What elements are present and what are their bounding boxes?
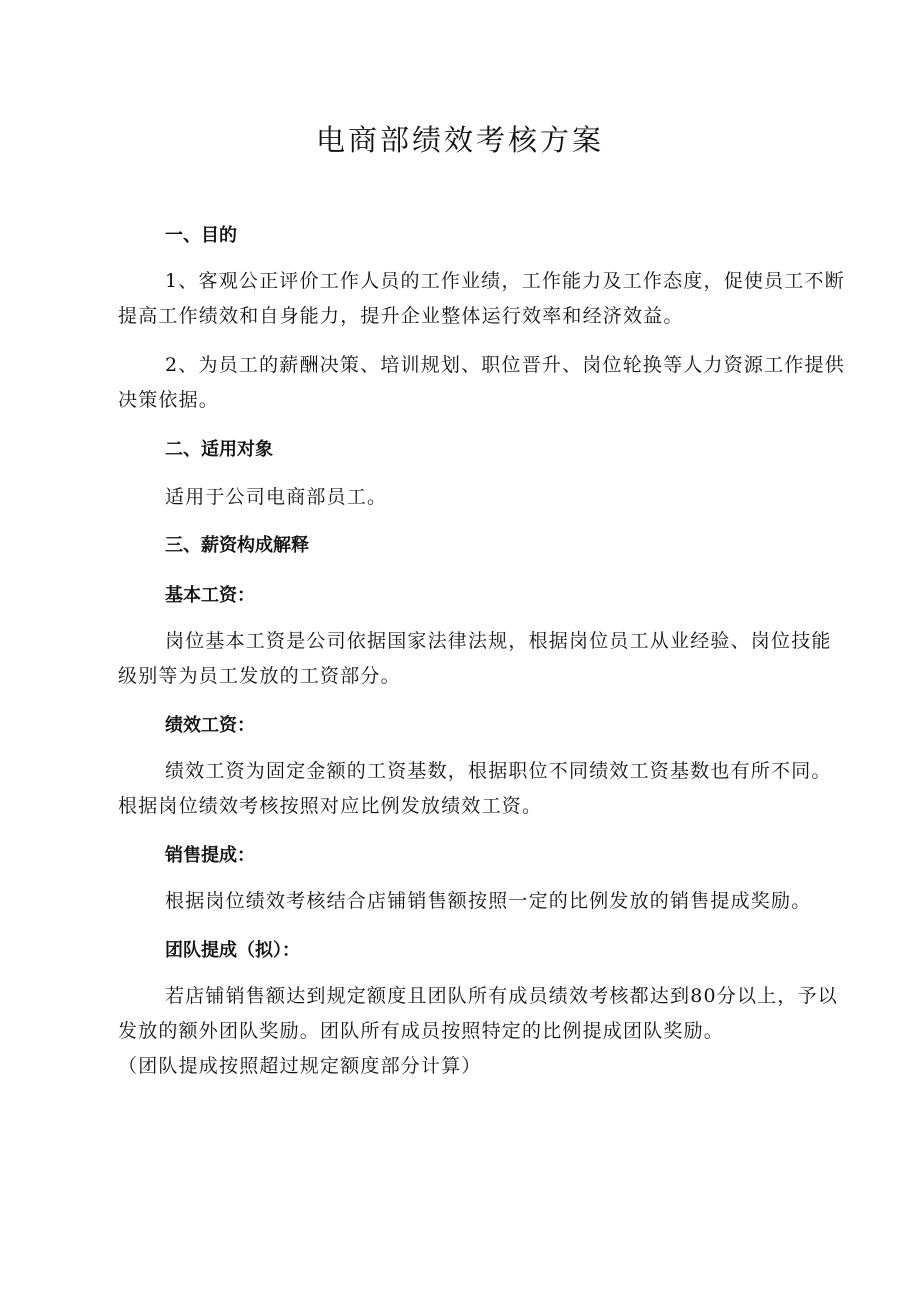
section-heading-scope: 二、适用对象 xyxy=(165,439,273,460)
team-commission-paragraph: 若店铺销售额达到规定额度且团队所有成员绩效考核都达到80分以上，予以发放的额外团队奖励。团队所有成员按照特定的比例提成团队奖励。 xyxy=(118,985,838,1042)
subheading-performance-salary: 绩效工资： xyxy=(165,715,255,736)
scope-paragraph: 适用于公司电商部员工。 xyxy=(165,486,388,508)
subheading-sales-commission: 销售提成： xyxy=(165,845,255,866)
subheading-basic-salary: 基本工资： xyxy=(165,585,255,606)
basic-salary-paragraph: 岗位基本工资是公司依据国家法律法规，根据岗位员工从业经验、岗位技能级别等为员工发放的工资部分。 xyxy=(118,630,832,687)
page-title: 电商部绩效考核方案 xyxy=(315,123,604,157)
purpose-paragraph-2: 2、为员工的薪酬决策、培训规划、职位晋升、岗位轮换等人力资源工作提供决策依据。 xyxy=(118,354,845,411)
document-body xyxy=(118,218,848,1084)
section-heading-salary: 三、薪资构成解释 xyxy=(165,535,309,556)
purpose-paragraph-1: 1、客观公正评价工作人员的工作业绩，工作能力及工作态度，促使员工不断提高工作绩效和自身能力，提升企业整体运行效率和经济效益。 xyxy=(118,270,845,327)
section-heading-purpose: 一、目的 xyxy=(165,225,237,246)
performance-salary-paragraph: 绩效工资为固定金额的工资基数，根据职位不同绩效工资基数也有所不同。根据岗位绩效考核按照对应比例发放绩效工资。 xyxy=(118,760,832,817)
sales-commission-paragraph: 根据岗位绩效考核结合店铺销售额按照一定的比例发放的销售提成奖励。 xyxy=(165,890,812,912)
subheading-team-commission: 团队提成（拟）： xyxy=(165,940,300,961)
team-commission-note: （团队提成按照超过规定额度部分计算） xyxy=(118,1055,482,1077)
